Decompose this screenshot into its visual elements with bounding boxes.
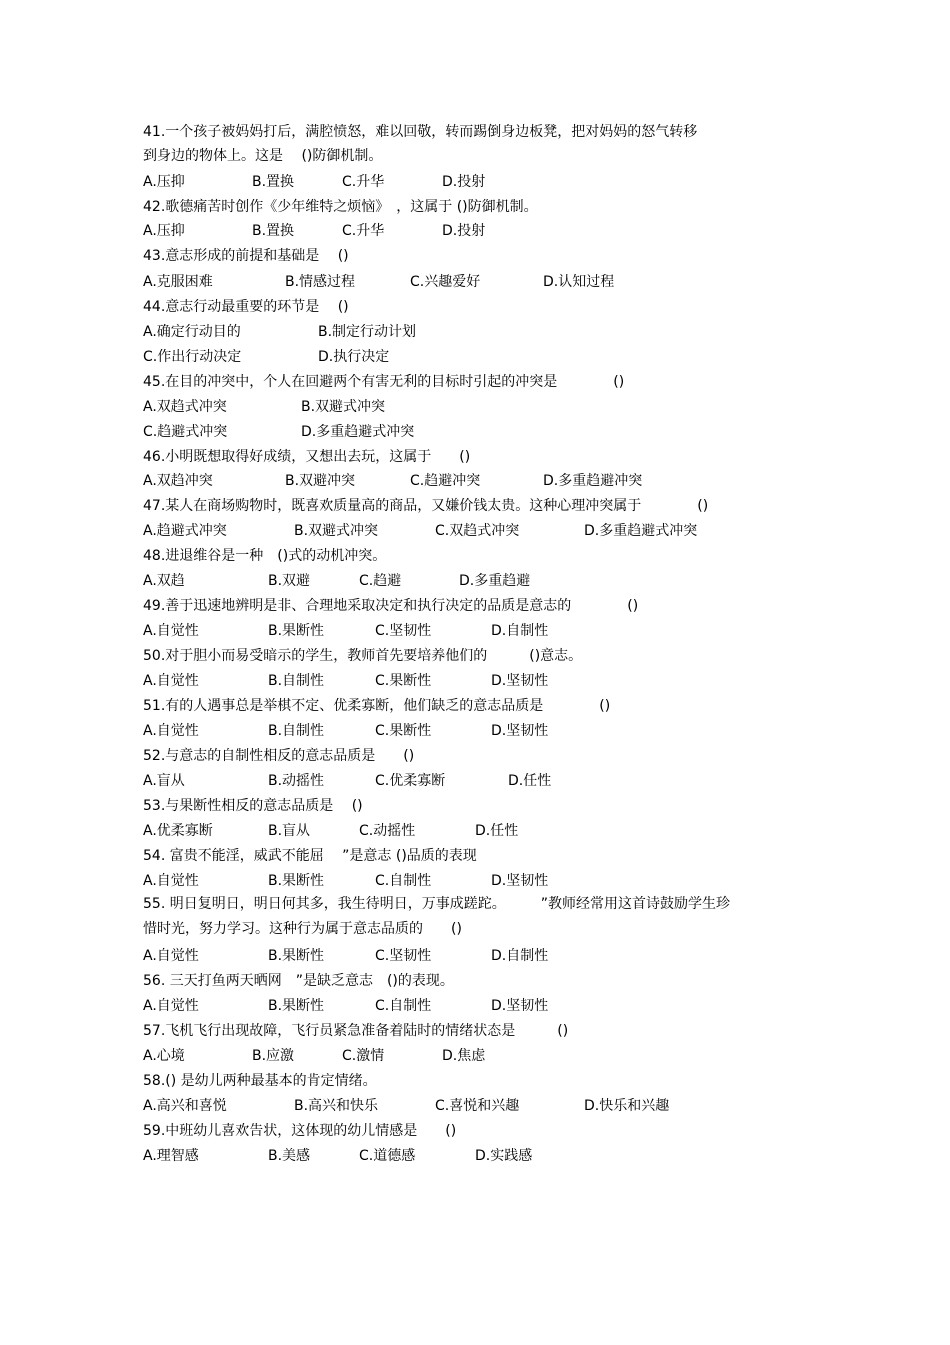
answer-option: B.美感 bbox=[268, 1148, 311, 1164]
answer-option: B.双避 bbox=[268, 573, 311, 589]
answer-option: A.优柔寡断 bbox=[143, 823, 213, 839]
question-text: 49.善于迅速地辨明是非、合理地采取决定和执行决定的品质是意志的 () bbox=[143, 598, 639, 614]
answer-option: A.自觉性 bbox=[143, 673, 199, 689]
answer-option: C.动摇性 bbox=[359, 823, 416, 839]
answer-option: B.果断性 bbox=[268, 948, 325, 964]
answer-option: D.多重趋避式冲突 bbox=[301, 424, 415, 440]
answer-option: A.心境 bbox=[143, 1048, 185, 1064]
question-text: 56. 三天打鱼两天晒网 ”是缺乏意志 ()的表现。 bbox=[143, 973, 454, 989]
answer-option: B.自制性 bbox=[268, 673, 325, 689]
answer-option: A.双趋式冲突 bbox=[143, 399, 227, 415]
answer-option: D.坚韧性 bbox=[491, 723, 549, 739]
answer-option: C.作出行动决定 bbox=[143, 349, 242, 365]
answer-option: D.执行决定 bbox=[318, 349, 390, 365]
answer-option: D.自制性 bbox=[491, 623, 549, 639]
question-text: 41.一个孩子被妈妈打后，满腔愤怒，难以回敬，转而踢倒身边板凳，把对妈妈的怒气转移 bbox=[143, 124, 698, 140]
answer-option: D.投射 bbox=[442, 174, 486, 190]
answer-option: C.兴趣爱好 bbox=[410, 274, 481, 290]
answer-option: B.高兴和快乐 bbox=[294, 1098, 379, 1114]
answer-option: B.果断性 bbox=[268, 873, 325, 889]
question-text: 50.对于胆小而易受暗示的学生，教师首先要培养他们的 ()意志。 bbox=[143, 648, 583, 664]
answer-option: B.双避式冲突 bbox=[294, 523, 379, 539]
answer-option: A.压抑 bbox=[143, 223, 185, 239]
question-text: 59.中班幼儿喜欢告状，这体现的幼儿情感是 () bbox=[143, 1123, 457, 1139]
answer-option: C.升华 bbox=[342, 223, 385, 239]
answer-option: B.动摇性 bbox=[268, 773, 325, 789]
question-text: 到身边的物体上。这是 ()防御机制。 bbox=[143, 148, 383, 164]
question-text: 53.与果断性相反的意志品质是 () bbox=[143, 798, 363, 814]
answer-option: D.坚韧性 bbox=[491, 873, 549, 889]
answer-option: A.高兴和喜悦 bbox=[143, 1098, 227, 1114]
answer-option: D.多重趋避冲突 bbox=[543, 473, 643, 489]
answer-option: C.自制性 bbox=[375, 873, 432, 889]
answer-option: D.认知过程 bbox=[543, 274, 615, 290]
answer-option: C.激情 bbox=[342, 1048, 385, 1064]
answer-option: A.盲从 bbox=[143, 773, 185, 789]
answer-option: C.喜悦和兴趣 bbox=[435, 1098, 520, 1114]
answer-option: A.理智感 bbox=[143, 1148, 199, 1164]
question-text: 44.意志行动最重要的环节是 () bbox=[143, 299, 349, 315]
answer-option: A.压抑 bbox=[143, 174, 185, 190]
question-text: 43.意志形成的前提和基础是 () bbox=[143, 248, 349, 264]
question-text: 55. 明日复明日，明日何其多，我生待明日，万事成蹉跎。 ”教师经常用这首诗鼓励学生珍 bbox=[143, 896, 730, 912]
question-text: 45.在目的冲突中，个人在回避两个有害无利的目标时引起的冲突是 () bbox=[143, 374, 625, 390]
answer-option: C.双趋式冲突 bbox=[435, 523, 520, 539]
answer-option: A.自觉性 bbox=[143, 998, 199, 1014]
question-text: 57.飞机飞行出现故障，飞行员紧急准备着陆时的情绪状态是 () bbox=[143, 1023, 569, 1039]
answer-option: A.自觉性 bbox=[143, 623, 199, 639]
answer-option: C.果断性 bbox=[375, 673, 432, 689]
answer-option: A.自觉性 bbox=[143, 873, 199, 889]
answer-option: D.坚韧性 bbox=[491, 998, 549, 1014]
answer-option: A.确定行动目的 bbox=[143, 324, 241, 340]
answer-option: B.盲从 bbox=[268, 823, 311, 839]
answer-option: B.应激 bbox=[252, 1048, 295, 1064]
question-text: 46.小明既想取得好成绩，又想出去玩，这属于 () bbox=[143, 449, 471, 465]
answer-option: C.趋避冲突 bbox=[410, 473, 481, 489]
answer-option: D.投射 bbox=[442, 223, 486, 239]
answer-option: D.快乐和兴趣 bbox=[584, 1098, 670, 1114]
answer-option: C.趋避式冲突 bbox=[143, 424, 228, 440]
answer-option: A.双趋 bbox=[143, 573, 185, 589]
answer-option: B.自制性 bbox=[268, 723, 325, 739]
answer-option: C.趋避 bbox=[359, 573, 402, 589]
answer-option: B.双避式冲突 bbox=[301, 399, 386, 415]
answer-option: D.自制性 bbox=[491, 948, 549, 964]
answer-option: C.果断性 bbox=[375, 723, 432, 739]
answer-option: B.果断性 bbox=[268, 623, 325, 639]
answer-option: B.置换 bbox=[252, 223, 295, 239]
answer-option: D.坚韧性 bbox=[491, 673, 549, 689]
question-text: 58.() 是幼儿两种最基本的肯定情绪。 bbox=[143, 1073, 377, 1089]
question-text: 48.进退维谷是一种 ()式的动机冲突。 bbox=[143, 548, 387, 564]
answer-option: D.多重趋避 bbox=[459, 573, 531, 589]
answer-option: B.置换 bbox=[252, 174, 295, 190]
answer-option: C.优柔寡断 bbox=[375, 773, 446, 789]
question-text: 惜时光，努力学习。这种行为属于意志品质的 () bbox=[143, 921, 462, 937]
answer-option: D.任性 bbox=[508, 773, 552, 789]
question-text: 54. 富贵不能淫，威武不能屈 ”是意志 ()品质的表现 bbox=[143, 848, 477, 864]
question-text: 47.某人在商场购物时，既喜欢质量高的商品，又嫌价钱太贵。这种心理冲突属于 () bbox=[143, 498, 709, 514]
answer-option: D.焦虑 bbox=[442, 1048, 486, 1064]
answer-option: B.制定行动计划 bbox=[318, 324, 417, 340]
answer-option: C.自制性 bbox=[375, 998, 432, 1014]
answer-option: D.任性 bbox=[475, 823, 519, 839]
answer-option: A.自觉性 bbox=[143, 948, 199, 964]
answer-option: B.双避冲突 bbox=[285, 473, 356, 489]
answer-option: A.双趋冲突 bbox=[143, 473, 213, 489]
answer-option: A.趋避式冲突 bbox=[143, 523, 227, 539]
answer-option: D.多重趋避式冲突 bbox=[584, 523, 698, 539]
answer-option: C.升华 bbox=[342, 174, 385, 190]
question-text: 42.歌德痛苦时创作《少年维特之烦恼》 ，这属于 ()防御机制。 bbox=[143, 199, 538, 215]
answer-option: A.自觉性 bbox=[143, 723, 199, 739]
answer-option: D.实践感 bbox=[475, 1148, 533, 1164]
answer-option: B.果断性 bbox=[268, 998, 325, 1014]
question-text: 52.与意志的自制性相反的意志品质是 () bbox=[143, 748, 415, 764]
answer-option: C.道德感 bbox=[359, 1148, 416, 1164]
answer-option: C.坚韧性 bbox=[375, 948, 432, 964]
answer-option: C.坚韧性 bbox=[375, 623, 432, 639]
answer-option: A.克服困难 bbox=[143, 274, 213, 290]
question-text: 51.有的人遇事总是举棋不定、优柔寡断，他们缺乏的意志品质是 () bbox=[143, 698, 611, 714]
answer-option: B.情感过程 bbox=[285, 274, 356, 290]
